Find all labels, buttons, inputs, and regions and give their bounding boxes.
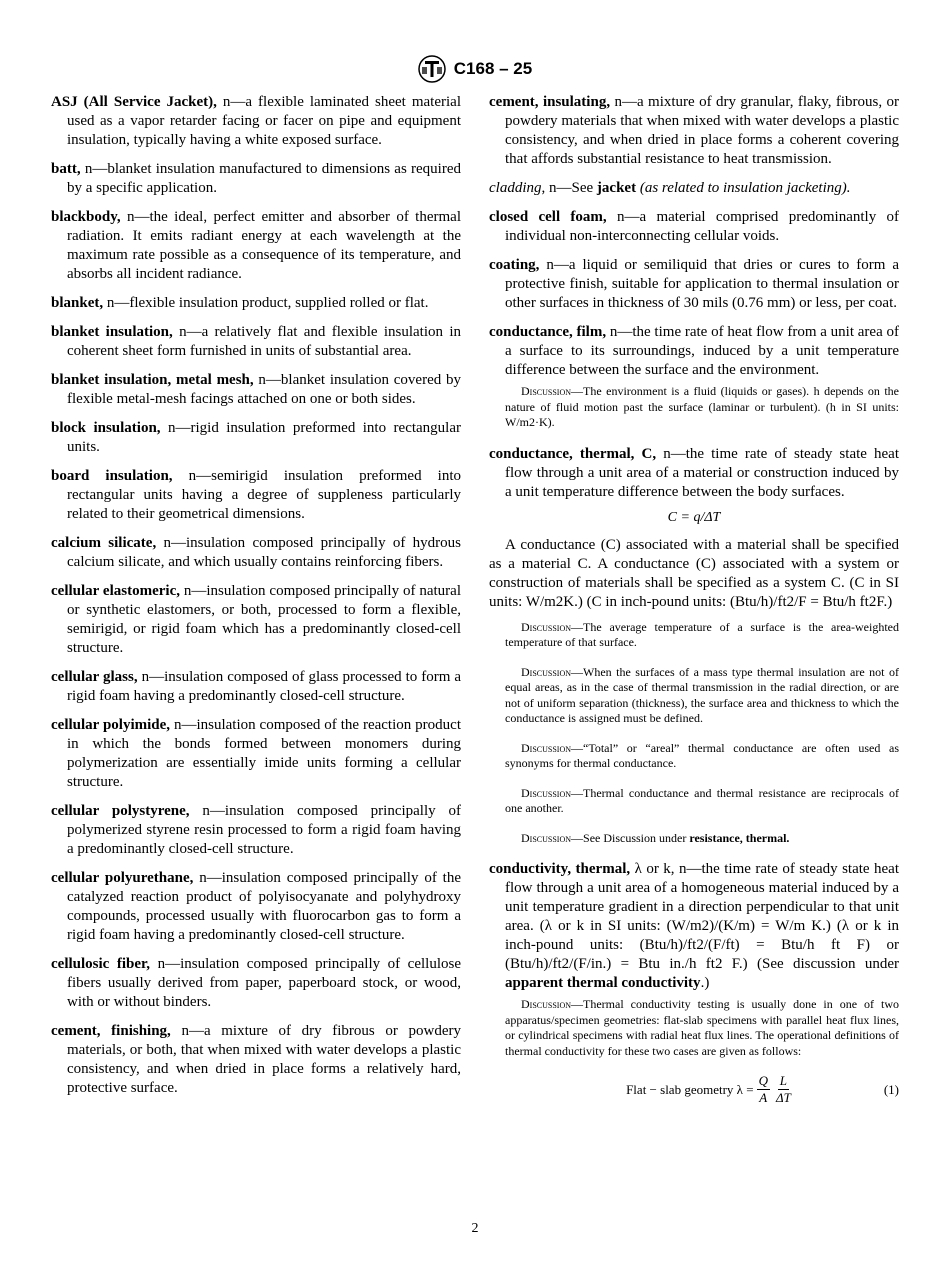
definition-entry: cellular glass, n—insulation composed of glass processed to form a rigid foam having a predominantly closed-cell structure. [51, 669, 462, 704]
left-column [51, 93, 461, 1108]
standard-designation: C168 – 25 [453, 59, 533, 78]
definition-entry: conductance, film, n—the time rate of heat flow from a unit area of a surface to its surroundings, induced by a unit temperature difference between the surface and the environment. [489, 324, 899, 378]
page-header [0, 56, 950, 82]
definition-entry: cellular polyimide, n—insulation composed of the reaction product in which the bonds formed between monomers during polymerization are essentially imide units forming a cellular structure. [51, 717, 461, 790]
equation-number: (1) [883, 1081, 899, 1097]
equation-label: Flat − slab geometry λ = [626, 1081, 754, 1097]
fraction: $\frac{L}{\Delta T}$ [775, 1073, 791, 1105]
discussion-note: Discussion—Thermal conductivity testing is usually done in one of two apparatus/specimen geometries: flat-slab specimens with parallel heat flux lines, or cylindrical specimens with radial heat flux lines. The operational definitions of thermal conductivity for these two cases are given as follows: [505, 997, 899, 1058]
discussion-note: Discussion—The average temperature of a surface is the area-weighted temperature of that surface. [505, 619, 899, 649]
discussion-note: Discussion—When the surfaces of a mass type thermal insulation are not of equal areas, as in the case of thermal transmission in the radial direction, or are not of uniform separation (thickness), the surface area and thickness to which the conductance is assigned must be defined. [505, 664, 899, 725]
right-column [489, 93, 899, 1106]
definition-entry: cellular elastomeric, n—insulation composed principally of natural or synthetic elastomers, or both, processed to form a flexible, semirigid, or rigid foam which has a predominantly closed-cell structure. [51, 583, 462, 656]
definition-entry: cement, insulating, n—a mixture of dry granular, flaky, fibrous, or powdery materials that when mixed with water develops a plastic consistency, and when dried in place forms a coherent covering that affords substantial resistance to heat transmission. [489, 94, 900, 167]
definition-entry: blanket insulation, metal mesh, n—blanket insulation covered by flexible metal-mesh facings attached on one or both sides. [51, 372, 461, 407]
definition-entry: cellular polyurethane, n—insulation composed principally of the catalyzed reaction product of polyisocyanate and polyhydroxy compounds, processed usually with fluorocarbon gas to form a rigid foam having a predominantly closed-cell structure. [51, 870, 462, 943]
definition-entry: blanket, n—flexible insulation product, supplied rolled or flat. [51, 295, 429, 311]
definition-entry: coating, n—a liquid or semiliquid that dries or cures to form a protective finish, suitable for application to thermal insulation or other surfaces in thickness of 30 mils (0.76 mm) or less, per coat. [489, 257, 899, 311]
equation-1 [489, 1073, 899, 1106]
discussion-note: Discussion—The environment is a fluid (liquids or gases). h depends on the nature of fluid motion past the surface (laminar or turbulent). (h in SI units: W/m2·K). [505, 384, 899, 429]
discussion-note: Discussion—Thermal conductance and thermal resistance are reciprocals of one another. [505, 785, 899, 815]
conductance-formula: C = q/ΔT [667, 509, 721, 525]
definition-entry: ASJ (All Service Jacket), n—a flexible laminated sheet material used as a vapor retarder facing or facer on pipe and equipment insulation, typically having a white exposed surface. [51, 94, 461, 148]
definition-entry: closed cell foam, n—a material comprised predominantly of individual non-interconnecting cellular voids. [489, 209, 899, 244]
discussion-note: Discussion—See Discussion under resistance, thermal. [521, 830, 790, 845]
definition-entry: cellular polystyrene, n—insulation composed principally of polymerized styrene resin processed to form a rigid foam having a predominantly closed-cell structure. [51, 803, 461, 857]
definition-entry: blanket insulation, n—a relatively flat and flexible insulation in coherent sheet form furnished in units of substantial area. [51, 324, 461, 359]
body-paragraph: A conductance (C) associated with a material shall be specified as a material C. A conductance (C) associated with a system or construction of materials shall be specified as a system C. (C in SI units: W/m2K.) (C in inch-pound units: (Btu/h)/ft2/F = Btu/h ft2F.) [489, 536, 899, 610]
definition-entry: batt, n—blanket insulation manufactured to dimensions as required by a specific application. [51, 161, 461, 196]
cross-reference-entry: cladding, n—See jacket (as related to insulation jacketing). [489, 180, 851, 196]
fraction: $\frac{Q}{A}$ [758, 1073, 768, 1105]
definition-entry: cement, finishing, n—a mixture of dry fibrous or powdery materials, or both, that when mixed with water develops a plastic consistency, and when dried in place forms a relatively hard, protective surface. [51, 1023, 462, 1096]
definition-entry: calcium silicate, n—insulation composed principally of hydrous calcium silicate, and which usually contains reinforcing fibers. [51, 535, 462, 570]
definition-entry: board insulation, n—semirigid insulation preformed into rectangular units having a degree of suppleness particularly related to their geometrical dimensions. [51, 468, 461, 522]
discussion-note: Discussion—“Total” or “areal” thermal conductance are often used as synonyms for thermal conductance. [505, 740, 899, 770]
astm-logo-icon [418, 55, 446, 83]
definition-entry: blackbody, n—the ideal, perfect emitter and absorber of thermal radiation. It emits radiant energy at each wavelength at the maximum rate possible as a consequence of its temperature, and absorbs all incident radiance. [51, 209, 461, 282]
page-number: 2 [471, 1221, 479, 1236]
definition-entry: block insulation, n—rigid insulation preformed into rectangular units. [51, 420, 461, 455]
definition-entry: conductivity, thermal, λ or k, n—the time rate of steady state heat flow through a unit area of a homogeneous material induced by a unit temperature gradient in a direction perpendicular to that unit area. (λ or k in SI units: (W/m2)/(K/m) = W/m K.) (λ or k in inch-pound units: (Btu/h)/ft2/(F/ft) = Btu/h ft F) or (Btu/h)/ft2/(F/in.) = Btu in./h ft2 F.) (See discussion under apparent thermal conductivity.) [489, 861, 899, 991]
definition-entry: cellulosic fiber, n—insulation composed principally of cellulose fibers usually derived from paper, paperboard stock, or wood, with or without binders. [51, 956, 461, 1010]
definition-entry: conductance, thermal, C, n—the time rate of steady state heat flow through a unit area of a material or construction induced by a unit temperature difference between the body surfaces. [489, 445, 899, 500]
